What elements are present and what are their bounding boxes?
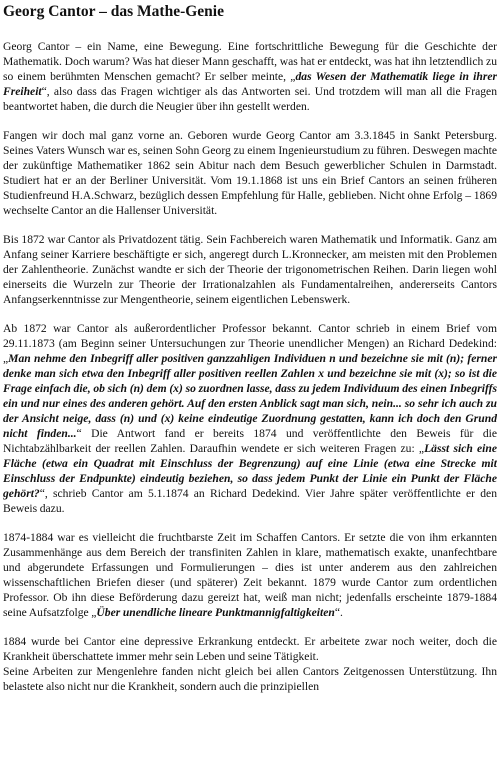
- paragraph-illness: [3, 634, 497, 664]
- paragraph-privatdozent: [3, 232, 497, 307]
- paragraph-reception: [3, 664, 497, 694]
- text-run: Ab 1872 war Cantor als außerordentlicher Professor bekannt. Cantor schrieb in einem Brief vom 29.11.1873 (am Beginn seiner Untersuchungen zur Theorie unendlicher Mengen) an Richard Dedekind: „: [3, 322, 497, 365]
- text-run: “ Die Antwort fand er bereits 1874 und veröffentlichte den Beweis für die Nichtabzählbarkeit der reellen Zahlen. Daraufhin wendete er sich weiteren Fragen zu: „: [3, 427, 497, 455]
- text-run: 1884 wurde bei Cantor eine depressive Erkrankung entdeckt. Er arbeitete zwar noch weiter, doch die Krankheit überschattete immer mehr sein Leben und seine Tätigkeit.: [3, 635, 497, 663]
- emphasized-quote: das Wesen der Mathematik liege in ihrer Freiheit: [3, 70, 497, 98]
- paragraph-intro: [3, 39, 497, 114]
- text-run: Bis 1872 war Cantor als Privatdozent tätig. Sein Fachbereich waren Mathematik und Informatik. Ganz am Anfang seiner Karriere beschäftigte er sich, angeregt durch L.Kronnecker, am meisten mit den Problemen der Zahlentheorie. Zunächst wandte er sich der Theorie der trigonometrischen Reihen. Darin liegen wohl einerseits die Wurzeln zur Theorie der Irrationalzahlen als Fundamentalreihen, andererseits Cantors Anfangserkenntnisse zur Mengentheorie, seinem eigentlichen Lebenswerk.: [3, 233, 497, 306]
- text-run: 1874-1884 war es vielleicht die fruchtbarste Zeit im Schaffen Cantors. Er setzte die von ihm erkannten Zusammenhänge aus dem Bereich der transfiniten Zahlen in klare, mathematisch exakte, unanfechtbare und abgerundete Erfassungen und Formulierungen – dies ist unter anderem aus den zahlreichen wissenschaftlichen Briefen dieser (und späterer) Zeit bekannt. 1879 wurde Cantor zum ordentlichen Professor. Ob ihn diese Beförderung dazu gereizt hat, weiß man nicht; jedenfalls erscheinte 1879-1884 seine Aufsatzfolge „: [3, 531, 497, 619]
- text-run: Georg Cantor – ein Name, eine Bewegung. Eine fortschrittliche Bewegung für die Geschichte der Mathematik. Doch warum? Was hat dieser Mann geschafft, was hat er entdeckt, was hat ihn letztendlich zu so einem berühmten Menschen gemacht? Er selber meinte, „: [3, 40, 497, 83]
- text-run: Seine Arbeiten zur Mengenlehre fanden nicht gleich bei allen Cantors Zeitgenossen Unterstützung. Ihn belastete also nicht nur die Krankheit, sondern auch die prinzipiellen: [3, 665, 497, 693]
- paragraph-birth: [3, 128, 497, 218]
- paragraph-fruitful-period: [3, 530, 497, 620]
- text-run: “, also dass das Fragen wichtiger als das Antworten sei. Und trotzdem will man all die Fragen beantwortet haben, die durch die Neugier über ihn gestellt werden.: [3, 85, 497, 113]
- paragraph-professor: [3, 321, 497, 516]
- text-run: “.: [334, 606, 343, 619]
- emphasized-quote: Man nehme den Inbegriff aller positiven ganzzahligen Individuen n und bezeichne sie mit (n); ferner denke man sich etwa den Inbegriff aller positiven reellen Zahlen x und bezeichne sie mit (x); so ist die Frage einfach die, ob sich (n) dem (x) so zuordnen lasse, dass zu jedem Individuum des einen Inbegriffs ein und nur eines des anderen gehört. Auf den ersten Anblick sagt man sich, nein... so sehr ich auch zu der Ansicht neige, dass (n) und (x) keine eindeutige Zuordnung gestatten, kann ich doch den Grund nicht finden...: [3, 352, 497, 440]
- text-run: “, schrieb Cantor am 5.1.1874 an Richard Dedekind. Vier Jahre später veröffentlichte er den Beweis dazu.: [3, 487, 497, 515]
- document-page: [3, 0, 497, 768]
- emphasized-quote: Lässt sich eine Fläche (etwa ein Quadrat mit Einschluss der Begrenzung) auf eine Linie (etwa eine Strecke mit Einschluss der Endpunkte) eindeutig beziehen, so dass jedem Punkt der Linie ein Punkt der Fläche gehört?: [3, 442, 497, 500]
- document-title: Georg Cantor – das Mathe-Genie: [3, 3, 224, 20]
- emphasized-title: Über unendliche lineare Punktmannigfaltigkeiten: [96, 606, 335, 619]
- text-run: Fangen wir doch mal ganz vorne an. Geboren wurde Georg Cantor am 3.3.1845 in Sankt Petersburg. Seines Vaters Wunsch war es, seinen Sohn Georg zu einem Ingenieurstudium zu führen. Deswegen machte der zukünftige Mathematiker 1862 sein Abitur nach dem Besuch gewerblicher Schulen in Darmstadt. Studiert hat er an der Berliner Universität. Vom 19.1.1868 ist uns ein Brief Cantors an seinen früheren Studienfreund H.A.Schwarz, bezüglich dessen Empfehlung für Halle, geblieben. Nicht ohne Erfolg – 1869 wechselte Cantor an die Hallenser Universität.: [3, 129, 497, 217]
